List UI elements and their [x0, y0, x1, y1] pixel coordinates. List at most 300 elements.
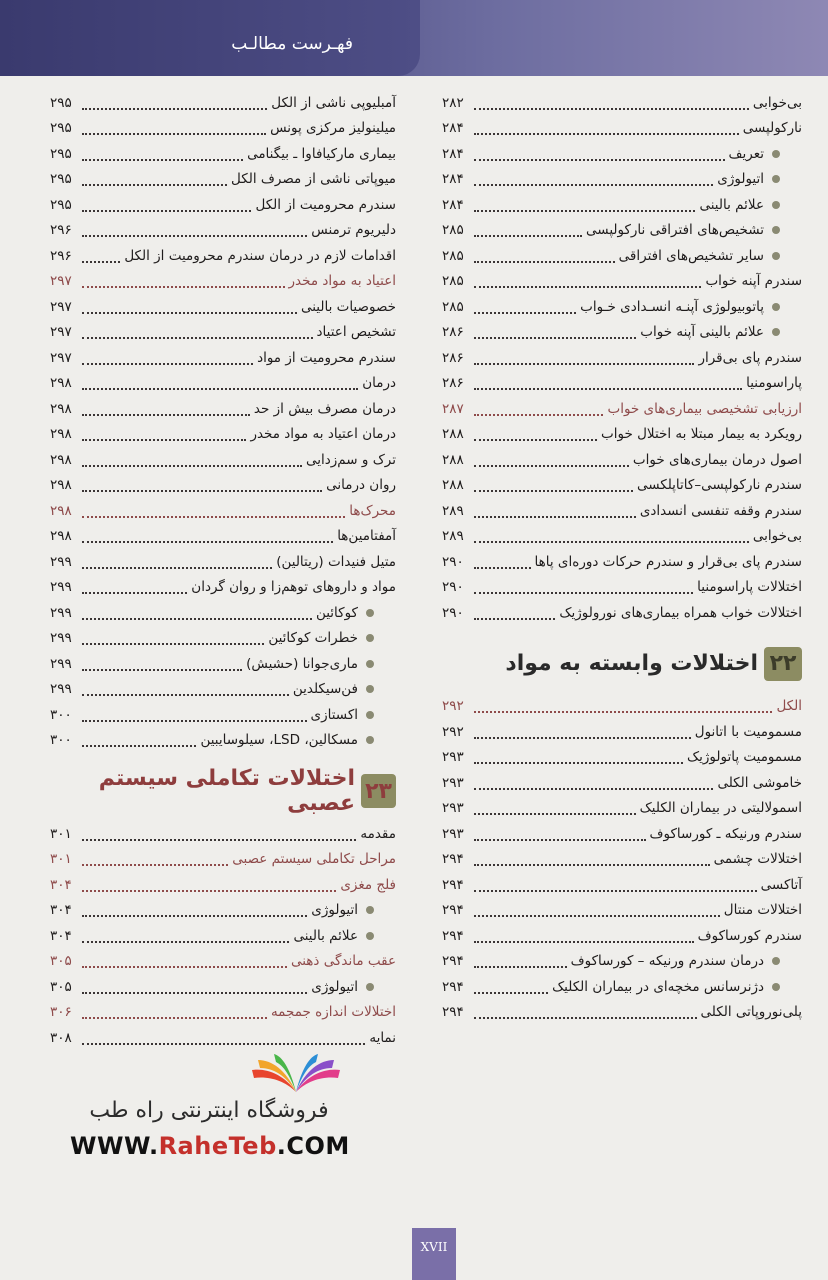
toc-entry-page: ۳۰۱: [50, 851, 72, 868]
dot-leader: [474, 516, 636, 518]
dot-leader: [82, 966, 287, 968]
toc-entry-page: ۳۰۰: [50, 706, 72, 723]
toc-entry: [50, 626, 396, 652]
toc-entry: [50, 320, 396, 346]
bullet-icon: [366, 634, 374, 642]
dot-leader: [474, 388, 742, 390]
dot-leader: [82, 592, 187, 594]
toc-entry-page: ۲۹۴: [442, 851, 464, 868]
toc-entry-title: سایر تشخیص‌های افتراقی: [618, 247, 764, 264]
dot-leader: [474, 1017, 697, 1019]
dot-leader: [82, 720, 307, 722]
toc-entry: [442, 218, 802, 244]
toc-entry: [442, 1000, 802, 1026]
toc-entry-page: ۳۰۱: [50, 825, 72, 842]
toc-entry-title: مراحل تکاملی سیستم عصبی: [232, 851, 396, 868]
toc-entry: [442, 923, 802, 949]
toc-entry: [442, 575, 802, 601]
chapter-number-badge: ۲۳: [361, 774, 396, 808]
toc-entry-page: ۲۹۸: [50, 400, 72, 417]
toc-entry-page: ۲۹۷: [50, 298, 72, 315]
toc-entry-page: ۳۰۵: [50, 953, 72, 970]
dot-leader: [82, 669, 242, 671]
toc-entry: [50, 345, 396, 371]
bullet-icon: [772, 957, 780, 965]
toc-entry-page: ۲۹۹: [50, 655, 72, 672]
toc-entry-title: بی‌خوابی: [752, 528, 802, 545]
toc-entry-page: ۲۹۴: [442, 1004, 464, 1021]
toc-entry: [442, 345, 802, 371]
toc-entry: [442, 269, 802, 295]
toc-entry-title: علائم بالینی آپنه خواب: [640, 324, 764, 341]
toc-entry-title: مسمومیت با اتانول: [694, 723, 802, 740]
page-number: XVII: [420, 1240, 448, 1254]
dot-leader: [474, 839, 646, 841]
toc-entry-page: ۳۰۴: [50, 876, 72, 893]
toc-entry: [50, 651, 396, 677]
toc-entry: [50, 949, 396, 975]
dot-leader: [82, 992, 307, 994]
toc-entry-title: تعریف: [728, 145, 764, 162]
dot-leader: [474, 762, 683, 764]
dot-leader: [474, 490, 633, 492]
toc-entry: [442, 141, 802, 167]
toc-entry-title: اصول درمان بیماری‌های خواب: [632, 451, 802, 468]
bullet-icon: [772, 303, 780, 311]
dot-leader: [82, 159, 243, 161]
dot-leader: [82, 337, 313, 339]
dot-leader: [82, 745, 196, 747]
toc-entry: [50, 218, 396, 244]
dot-leader: [82, 133, 266, 135]
chapter-title: اختلالات تکاملی سیستم عصبی: [98, 766, 356, 816]
toc-entry: [50, 90, 396, 116]
dot-leader: [474, 414, 603, 416]
toc-entry-title: اکستازی: [310, 706, 358, 723]
toc-entry: [50, 294, 396, 320]
toc-entry: [442, 167, 802, 193]
toc-entry: [50, 1025, 396, 1051]
toc-entry-title: پلی‌نوروپاتی الکلی: [700, 1004, 802, 1021]
toc-entry-page: ۲۸۲: [442, 94, 464, 111]
toc-entry-title: سندرم نارکولپسی–کاتاپلکسی: [636, 477, 802, 494]
toc-entry: [442, 847, 802, 873]
toc-entry-page: ۳۰۸: [50, 1029, 72, 1046]
url-suffix: .COM: [276, 1132, 350, 1160]
dot-leader: [82, 312, 297, 314]
url-prefix: WWW.: [70, 1132, 159, 1160]
toc-entry: [50, 371, 396, 397]
footer-tab: [412, 1228, 456, 1280]
toc-entry-page: ۲۸۹: [442, 502, 464, 519]
toc-entry-title: اعتیاد به مواد مخدر: [288, 273, 396, 290]
chapter-22-heading: [442, 640, 802, 688]
toc-entry: [50, 524, 396, 550]
header-band: [0, 0, 828, 76]
toc-entry: [50, 116, 396, 142]
dot-leader: [474, 813, 636, 815]
toc-entry-title: تشخیص‌های افتراقی نارکولپسی: [586, 222, 764, 239]
toc-entry-title: اتیولوژی: [311, 978, 358, 995]
dot-leader: [82, 286, 285, 288]
dot-leader: [82, 864, 228, 866]
dot-leader: [82, 915, 307, 917]
toc-entry-page: ۲۹۲: [442, 723, 464, 740]
toc-entry: [442, 422, 802, 448]
toc-entry-page: ۲۹۹: [50, 630, 72, 647]
toc-entry-page: ۲۹۸: [50, 426, 72, 443]
toc-entry-page: ۳۰۰: [50, 732, 72, 749]
toc-entry: [50, 1000, 396, 1026]
toc-entry: [50, 192, 396, 218]
toc-entry-page: ۲۹۰: [442, 604, 464, 621]
toc-entry: [442, 116, 802, 142]
toc-entry-title: مسمومیت پاتولوژیک: [687, 749, 802, 766]
toc-entry-page: ۲۸۸: [442, 477, 464, 494]
toc-entry: [50, 728, 396, 754]
toc-entry-page: ۲۹۵: [50, 94, 72, 111]
dot-leader: [474, 465, 629, 467]
dot-leader: [82, 516, 345, 518]
page-title: فهـرست مطالـب: [231, 34, 353, 54]
toc-entry-title: عقب ماندگی ذهنی: [290, 953, 396, 970]
toc-entry-title: پاتوبیولوژی آپنـه انسـدادی خـواب: [580, 298, 764, 315]
toc-entry-title: درمان سندرم ورنیکه – کورساکوف: [570, 953, 764, 970]
dot-leader: [82, 465, 302, 467]
toc-entry-page: ۳۰۴: [50, 902, 72, 919]
toc-entry-page: ۲۹۲: [442, 698, 464, 715]
toc-entry-page: ۲۹۵: [50, 171, 72, 188]
toc-entry-title: دلیریوم ترمنس: [311, 222, 396, 239]
toc-left-column: [50, 90, 396, 1051]
toc-entry-title: اختلالات پاراسومنیا: [697, 579, 802, 596]
toc-entry-page: ۲۹۳: [442, 800, 464, 817]
toc-entry: [442, 770, 802, 796]
toc-entry-title: پاراسومنیا: [746, 375, 802, 392]
dot-leader: [82, 414, 250, 416]
toc-entry: [50, 872, 396, 898]
toc-entry: [442, 974, 802, 1000]
toc-entry: [442, 473, 802, 499]
toc-entry-title: نارکولپسی: [742, 120, 802, 137]
dot-leader: [82, 839, 356, 841]
toc-entry-page: ۲۹۴: [442, 902, 464, 919]
toc-entry: [442, 90, 802, 116]
toc-entry-title: ترک و سم‌زدایی: [306, 451, 396, 468]
toc-entry: [50, 396, 396, 422]
dot-leader: [82, 490, 322, 492]
dot-leader: [474, 261, 615, 263]
bullet-icon: [366, 932, 374, 940]
toc-entry-title: سندرم پای بی‌قرار: [698, 349, 802, 366]
dot-leader: [474, 592, 693, 594]
toc-entry: [50, 821, 396, 847]
toc-entry-page: ۲۸۶: [442, 349, 464, 366]
dot-leader: [474, 737, 691, 739]
toc-list-sleep: [442, 90, 802, 626]
dot-leader: [474, 210, 695, 212]
dot-leader: [82, 388, 358, 390]
toc-entry-page: ۲۹۵: [50, 145, 72, 162]
bullet-icon: [772, 201, 780, 209]
toc-entry: [50, 422, 396, 448]
toc-entry-title: آمفتامین‌ها: [337, 528, 396, 545]
toc-entry-title: محرک‌ها: [349, 502, 396, 519]
bullet-icon: [366, 906, 374, 914]
dot-leader: [82, 643, 264, 645]
toc-entry-page: ۲۸۷: [442, 400, 464, 417]
toc-entry-title: آتاکسی: [760, 876, 802, 893]
toc-list-chapter-23: [50, 821, 396, 1051]
toc-entry-title: فن‌سیکلدین: [292, 681, 358, 698]
toc-entry-page: ۳۰۶: [50, 1004, 72, 1021]
toc-entry-title: الکل: [776, 698, 802, 715]
bullet-icon: [772, 150, 780, 158]
dot-leader: [474, 788, 713, 790]
dot-leader: [82, 1017, 267, 1019]
bullet-icon: [366, 660, 374, 668]
header-tab: [0, 0, 420, 76]
toc-entry-page: ۲۹۴: [442, 927, 464, 944]
dot-leader: [474, 864, 710, 866]
bullet-icon: [772, 252, 780, 260]
toc-entry: [50, 600, 396, 626]
toc-entry-title: دژنرسانس مخچه‌ای در بیماران الکلیک: [552, 978, 764, 995]
toc-entry-title: سندرم محرومیت از الکل: [255, 196, 396, 213]
toc-entry-page: ۲۹۸: [50, 502, 72, 519]
toc-entry-page: ۳۰۵: [50, 978, 72, 995]
toc-entry-title: مقدمه: [360, 825, 396, 842]
toc-entry-page: ۲۹۴: [442, 876, 464, 893]
toc-entry: [442, 745, 802, 771]
toc-entry-page: ۲۸۴: [442, 120, 464, 137]
dot-leader: [82, 694, 289, 696]
toc-entry-page: ۲۸۴: [442, 145, 464, 162]
dot-leader: [82, 210, 251, 212]
toc-entry-page: ۲۹۶: [50, 222, 72, 239]
chapter-title: اختلالات وابسته به مواد: [505, 651, 758, 676]
bullet-icon: [366, 685, 374, 693]
toc-entry-title: اختلالات چشمی: [713, 851, 802, 868]
dot-leader: [474, 992, 548, 994]
toc-entry: [442, 294, 802, 320]
dot-leader: [474, 108, 749, 110]
toc-entry-page: ۲۸۵: [442, 247, 464, 264]
toc-entry-page: ۲۹۵: [50, 120, 72, 137]
toc-entry: [442, 898, 802, 924]
dot-leader: [474, 941, 694, 943]
toc-entry: [50, 923, 396, 949]
toc-entry-title: بی‌خوابی: [752, 94, 802, 111]
toc-entry: [50, 167, 396, 193]
toc-entry-page: ۲۹۹: [50, 579, 72, 596]
toc-entry-title: تشخیص اعتیاد: [316, 324, 396, 341]
toc-entry: [442, 192, 802, 218]
toc-entry: [50, 974, 396, 1000]
toc-entry-page: ۲۸۸: [442, 451, 464, 468]
toc-entry-title: مسکالین، LSD، سیلوسایبین: [200, 732, 358, 749]
dot-leader: [474, 312, 576, 314]
toc-entry-title: مواد و داروهای توهم‌زا و روان گردان: [191, 579, 396, 596]
toc-entry: [50, 575, 396, 601]
dot-leader: [474, 915, 720, 917]
toc-entry-page: ۳۰۴: [50, 927, 72, 944]
toc-entry: [442, 872, 802, 898]
toc-entry: [50, 702, 396, 728]
toc-list-substance: [50, 90, 396, 753]
toc-entry-title: علائم بالینی: [699, 196, 764, 213]
toc-entry-title: خاموشی الکلی: [717, 774, 802, 791]
toc-entry-title: روان درمانی: [326, 477, 396, 494]
dot-leader: [82, 541, 333, 543]
toc-entry-page: ۲۹۳: [442, 749, 464, 766]
toc-entry: [442, 600, 802, 626]
toc-entry-page: ۲۹۰: [442, 553, 464, 570]
toc-entry-page: ۲۹۹: [50, 604, 72, 621]
dot-leader: [474, 966, 567, 968]
dot-leader: [82, 184, 227, 186]
toc-entry-page: ۲۹۹: [50, 553, 72, 570]
toc-entry: [50, 243, 396, 269]
toc-entry-title: ماری‌جوانا (حشیش): [246, 655, 358, 672]
toc-entry-title: خطرات کوکائین: [268, 630, 358, 647]
toc-entry-page: ۲۹۴: [442, 953, 464, 970]
bullet-icon: [366, 609, 374, 617]
toc-entry-page: ۲۹۳: [442, 825, 464, 842]
bullet-icon: [366, 983, 374, 991]
dot-leader: [82, 618, 312, 620]
dot-leader: [474, 711, 772, 713]
toc-entry-title: میلینولیز مرکزی پونس: [270, 120, 396, 137]
toc-entry-page: ۲۸۴: [442, 196, 464, 213]
toc-entry: [50, 498, 396, 524]
toc-entry-title: میوپاتی ناشی از مصرف الکل: [231, 171, 396, 188]
book-logo-icon: [248, 1052, 344, 1096]
toc-entry-title: نمایه: [369, 1029, 396, 1046]
toc-right-column: [442, 90, 802, 1025]
toc-entry: [442, 694, 802, 720]
toc-entry-page: ۲۸۹: [442, 528, 464, 545]
toc-entry: [50, 141, 396, 167]
dot-leader: [82, 235, 307, 237]
toc-entry-title: اتیولوژی: [311, 902, 358, 919]
bullet-icon: [366, 736, 374, 744]
toc-entry-page: ۲۹۸: [50, 477, 72, 494]
toc-entry-title: بیماری مارکیافاوا ـ بیگنامی: [247, 145, 396, 162]
dot-leader: [474, 286, 701, 288]
dot-leader: [474, 363, 694, 365]
toc-entry-title: متیل فنیدات (ریتالین): [276, 553, 396, 570]
toc-entry: [50, 473, 396, 499]
toc-entry: [442, 719, 802, 745]
store-url: [70, 1132, 348, 1160]
bullet-icon: [772, 328, 780, 336]
toc-entry-title: سندرم کورساکوف: [697, 927, 802, 944]
toc-entry-title: اسمولالیتی در بیماران الکلیک: [639, 800, 802, 817]
store-name: فروشگاه اینترنتی راه طب: [89, 1098, 329, 1123]
toc-entry: [442, 524, 802, 550]
toc-entry-title: ارزیابی تشخیصی بیماری‌های خواب: [607, 400, 802, 417]
toc-entry-page: ۲۹۵: [50, 196, 72, 213]
toc-entry-title: خصوصیات بالینی: [300, 298, 396, 315]
toc-entry-title: اختلالات منتال: [723, 902, 802, 919]
toc-entry-title: اتیولوژی: [717, 171, 764, 188]
toc-entry-page: ۲۹۰: [442, 579, 464, 596]
toc-entry: [50, 677, 396, 703]
toc-entry: [442, 821, 802, 847]
url-brand: RaheTeb: [158, 1132, 277, 1160]
bullet-icon: [772, 226, 780, 234]
toc-entry-page: ۲۹۸: [50, 375, 72, 392]
toc-entry-page: ۲۹۳: [442, 774, 464, 791]
toc-entry-title: سندرم وقفه تنفسی انسدادی: [639, 502, 802, 519]
toc-entry-title: سندرم محرومیت از مواد: [257, 349, 396, 366]
toc-entry-page: ۲۹۷: [50, 349, 72, 366]
toc-entry-page: ۲۸۵: [442, 222, 464, 239]
toc-entry: [442, 320, 802, 346]
dot-leader: [82, 890, 336, 892]
toc-entry-title: سندرم ورنیکه ـ کورساکوف: [649, 825, 802, 842]
toc-entry: [442, 447, 802, 473]
dot-leader: [474, 159, 725, 161]
toc-entry-page: ۲۸۶: [442, 324, 464, 341]
toc-entry-page: ۲۹۹: [50, 681, 72, 698]
toc-entry-page: ۲۹۴: [442, 978, 464, 995]
toc-entry-title: آمبلیوپی ناشی از الکل: [271, 94, 396, 111]
toc-entry-title: فلج مغزی: [340, 876, 396, 893]
toc-entry: [50, 847, 396, 873]
toc-entry-title: اقدامات لازم در درمان سندرم محرومیت از الکل: [124, 247, 396, 264]
dot-leader: [474, 439, 597, 441]
toc-entry-page: ۲۸۶: [442, 375, 464, 392]
toc-entry-title: اختلالات اندازه جمجمه: [270, 1004, 396, 1021]
bullet-icon: [366, 711, 374, 719]
toc-entry: [442, 396, 802, 422]
dot-leader: [82, 108, 267, 110]
toc-entry: [442, 949, 802, 975]
toc-entry-title: درمان مصرف بیش از حد: [253, 400, 396, 417]
toc-entry-title: کوکائین: [315, 604, 358, 621]
toc-entry: [50, 898, 396, 924]
toc-entry-page: ۲۸۸: [442, 426, 464, 443]
dot-leader: [82, 941, 289, 943]
toc-entry-title: درمان: [362, 375, 396, 392]
toc-entry-title: سندرم آپنه خواب: [705, 273, 802, 290]
dot-leader: [474, 133, 739, 135]
toc-entry-title: درمان اعتیاد به مواد مخدر: [250, 426, 396, 443]
dot-leader: [474, 235, 582, 237]
toc-entry-page: ۲۹۸: [50, 451, 72, 468]
dot-leader: [82, 1043, 365, 1045]
toc-entry: [50, 269, 396, 295]
toc-entry-page: ۲۹۸: [50, 528, 72, 545]
dot-leader: [474, 890, 757, 892]
toc-entry-page: ۲۹۶: [50, 247, 72, 264]
toc-entry-page: ۲۹۷: [50, 273, 72, 290]
toc-entry-page: ۲۹۷: [50, 324, 72, 341]
dot-leader: [474, 567, 531, 569]
toc-entry: [442, 243, 802, 269]
dot-leader: [474, 337, 636, 339]
toc-entry-title: رویکرد به بیمار مبتلا به اختلال خواب: [601, 426, 802, 443]
toc-entry-title: علائم بالینی: [293, 927, 358, 944]
toc-entry: [442, 498, 802, 524]
bullet-icon: [772, 983, 780, 991]
dot-leader: [82, 567, 272, 569]
dot-leader: [82, 363, 253, 365]
toc-entry-title: سندرم پای بی‌قرار و سندرم حرکات دوره‌ای پاها: [534, 553, 802, 570]
toc-entry: [442, 549, 802, 575]
